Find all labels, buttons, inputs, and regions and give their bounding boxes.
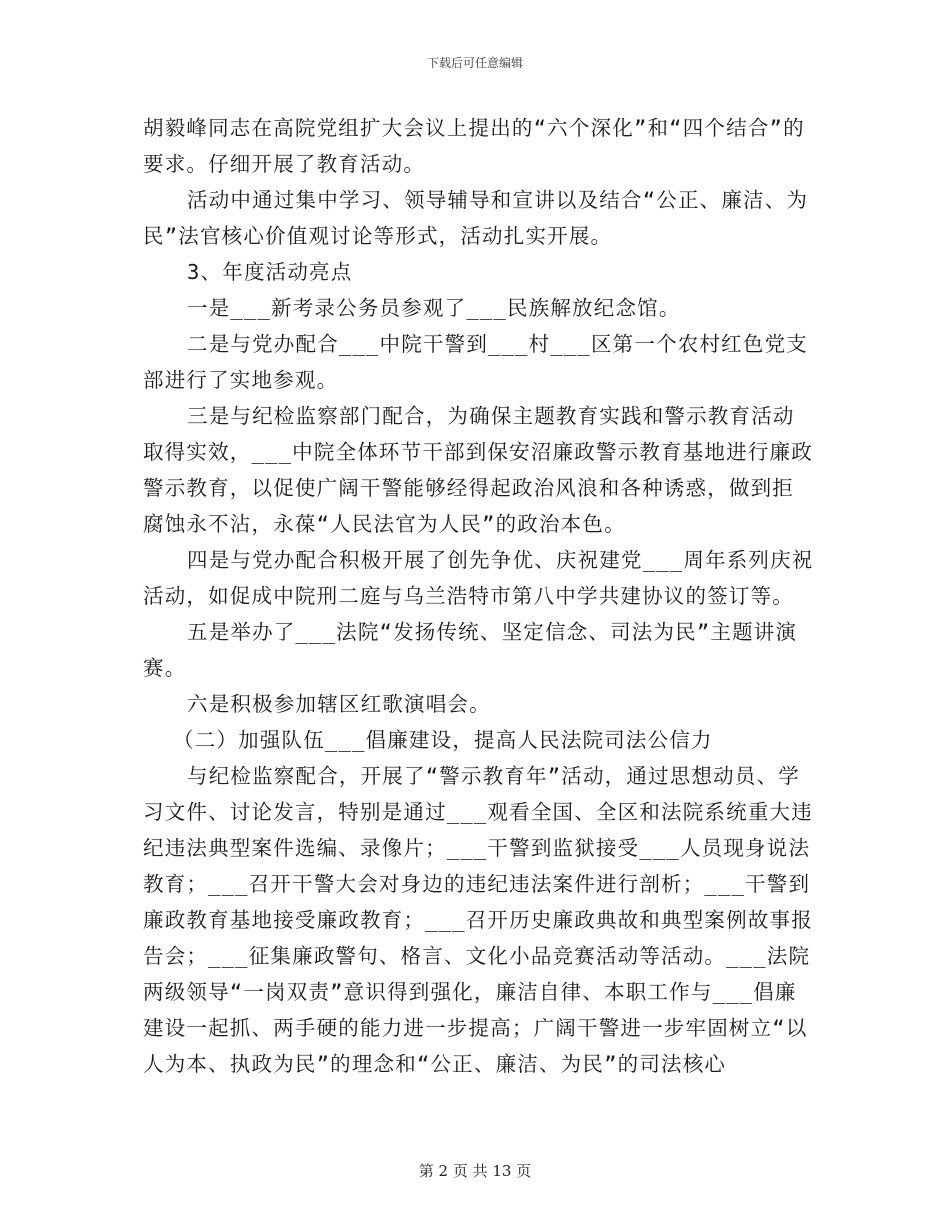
page-number: 第 2 页 共 13 页 (418, 1162, 532, 1180)
paragraph-highlight-2: 二是与党办配合___中院干警到___村___区第一个农村红色党支部进行了实地参观。 (143, 332, 808, 392)
section-heading-highlights: 3、年度活动亮点 (187, 260, 353, 284)
paragraph-1: 胡毅峰同志在高院党组扩大会议上提出的“六个深化”和“四个结合”的要求。仔细开展了教育活动。 (143, 116, 805, 176)
page-header: 下载后可任意编辑 (426, 56, 523, 70)
paragraph-highlight-3: 三是与纪检监察部门配合，为确保主题教育实践和警示教育活动取得实效，___中院全体环节干部到保安沼廉政警示教育基地进行廉政警示教育，以促使广阔干警能够经得起政治风浪和各种诱惑，做到拒腐蚀永不沾，永葆“人民法官为人民”的政治本色。 (143, 404, 813, 536)
paragraph-highlight-1: 一是___新考录公务员参观了___民族解放纪念馆。 (187, 296, 681, 320)
paragraph-highlight-5: 五是举办了___法院“发扬传统、坚定信念、司法为民”主题讲演赛。 (143, 620, 798, 680)
paragraph-2: 活动中通过集中学习、领导辅导和宣讲以及结合“公正、廉洁、为民”法官核心价值观讨论等形式，活动扎实开展。 (143, 188, 809, 248)
paragraph-warning-education: 与纪检监察配合，开展了“警示教育年”活动，通过思想动员、学习文件、讨论发言，特别是通过___观看全国、全区和法院系统重大违纪违法典型案件选编、录像片；___干警到监狱接受___人员现身说法教育；___召开干警大会对身边的违纪违法案件进行剖析；___干警到廉政教育基地接受廉政教育；___召开历史廉政典故和典型案例故事报告会；___征集廉政警句、格言、文化小品竞赛活动等活动。___法院两级领导“一岗双责”意识得到强化，廉洁自律、本职工作与___倡廉建设一起抓、两手硬的能力进一步提高；广阔干警进一步牢固树立“以人为本、执政为民”的理念和“公正、廉洁、为民”的司法核心 (143, 764, 813, 1076)
paragraph-highlight-6: 六是积极参加辖区红歌演唱会。 (187, 692, 491, 716)
section-heading-2: （二）加强队伍___倡廉建设，提高人民法院司法公信力 (173, 728, 713, 752)
document-body (143, 110, 815, 1082)
paragraph-highlight-4: 四是与党办配合积极开展了创先争优、庆祝建党___周年系列庆祝活动，如促成中院刑二庭与乌兰浩特市第八中学共建协议的签订等。 (143, 548, 814, 608)
